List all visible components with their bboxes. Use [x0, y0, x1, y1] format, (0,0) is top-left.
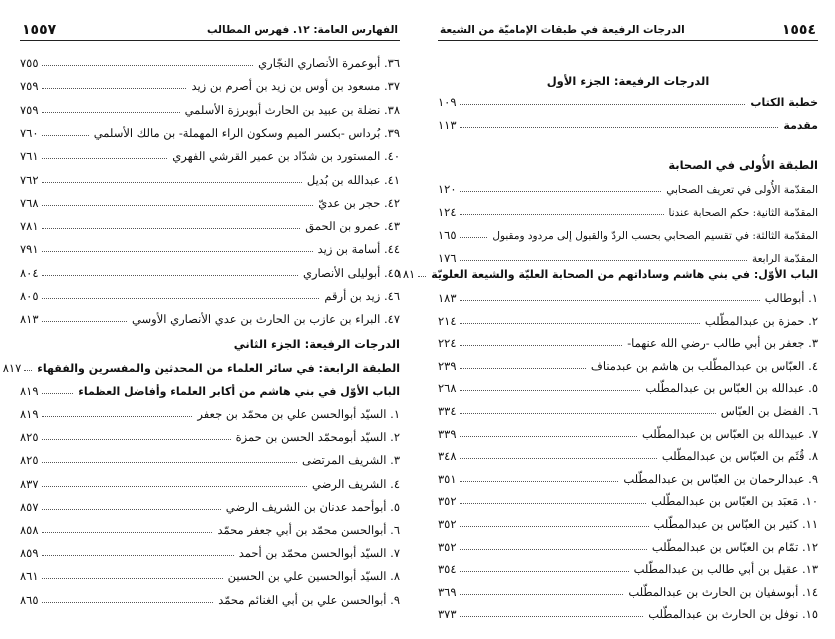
toc-entry-title: مقدمة	[783, 119, 818, 132]
toc-entry-page: ٨٥٩	[20, 546, 39, 561]
dot-leader	[42, 205, 314, 206]
toc-entry-title: ٤٠. المستورد بن شدّاد بن عمير القرشي الفهري	[172, 149, 400, 164]
toc-entry-page: ٨٥٨	[20, 523, 39, 537]
dot-leader	[42, 275, 298, 276]
toc-entry-title: ١٢. تمّام بن العبّاس بن عبدالمطّلب	[651, 539, 818, 554]
dot-leader	[42, 602, 214, 603]
toc-entry-page: ٨٦٥	[20, 592, 39, 607]
toc-entry-title: ٢. حمزة بن عبدالمطّلب	[704, 313, 818, 328]
toc-row	[20, 494, 400, 514]
toc-entry-page: ٢٦٨	[438, 381, 457, 396]
toc-row	[20, 424, 400, 444]
toc-entry-page: ٨١٣	[20, 312, 39, 327]
toc-entry-title: ٤. الشريف الرضي	[312, 476, 400, 491]
dot-leader	[460, 503, 647, 504]
left-running-title: الفهارس العامة: ١٢. فهرس المطالب	[206, 24, 398, 36]
toc-entry-title: ١١. كثير بن العبّاس بن عبدالمطّلب	[653, 517, 818, 531]
toc-row	[438, 443, 818, 463]
toc-entry-title: ٢. السيّد أبومحمّد الحسن بن حمزة	[235, 430, 400, 445]
toc-entry-page: ٨٠٤	[20, 265, 39, 280]
toc-entry-title: ١٤. أبوسفيان بن الحارث بن عبدالمطّلب	[628, 584, 818, 599]
toc-entry-page: ٨١٧	[2, 361, 22, 375]
dot-leader	[42, 439, 231, 440]
toc-row	[20, 447, 400, 467]
toc-row	[2, 355, 400, 375]
toc-entry-title: ٤٧. البراء بن عازب بن الحارث بن عدي الأنصاري الأوسي	[131, 312, 400, 327]
toc-entry-page: ٣٦٩	[438, 584, 457, 599]
dot-leader	[42, 251, 313, 252]
dot-leader	[460, 237, 488, 238]
toc-entry-page: ٨٢٥	[20, 453, 39, 468]
toc-entry-title: ٦. الفضل بن العبّاس	[720, 404, 818, 418]
toc-entry-page: ٢٢٤	[438, 336, 457, 351]
toc-entry-page: ٨٠٥	[20, 289, 39, 303]
toc-entry-page: ٢١٤	[438, 313, 457, 328]
part-heading-volume-2: الدرجات الرفيعة: الجزء الثاني	[233, 337, 400, 351]
toc-entry-title: ٥. عبدالله بن العبّاس بن عبدالمطّلب	[645, 381, 818, 396]
toc-entry-page: ٣٣٩	[438, 426, 457, 441]
toc-entry-title: ٣٧. مسعود بن أوس بن زيد بن أصرم بن زيد	[191, 79, 400, 94]
dot-leader	[42, 321, 127, 322]
toc-entry-page: ٣٥٤	[438, 562, 457, 577]
dot-leader	[42, 112, 180, 113]
dot-leader	[460, 549, 647, 550]
toc-entry-page: ٣٥٢	[438, 494, 457, 509]
dot-leader	[460, 436, 637, 437]
toc-row	[396, 261, 818, 281]
toc-entry-page: ٣٥٢	[438, 517, 457, 531]
toc-entry-page: ٨٦١	[20, 569, 39, 584]
toc-entry-page: ٨٣٧	[20, 476, 39, 491]
right-page	[396, 0, 818, 639]
toc-entry-page: ٨١٩	[20, 407, 39, 421]
toc-entry-page: ٣٣٤	[438, 404, 457, 418]
toc-row	[20, 306, 400, 326]
dot-leader	[460, 345, 623, 346]
toc-row	[438, 330, 818, 350]
toc-entry-title: ٩. عبدالرحمان بن العبّاس بن عبدالمطّلب	[623, 471, 818, 486]
toc-entry-page: ٨١٩	[20, 384, 39, 398]
toc-entry-title: المقدّمة الثانية: حكم الصحابة عندنا	[668, 207, 818, 219]
toc-entry-title: ١٣. عقيل بن أبي طالب بن عبدالمطّلب	[633, 562, 818, 577]
dot-leader	[42, 228, 301, 229]
toc-row	[438, 534, 818, 554]
toc-row	[20, 517, 400, 537]
dot-leader	[42, 486, 308, 487]
toc-row	[438, 466, 818, 486]
toc-row	[20, 587, 400, 607]
toc-row	[438, 579, 818, 599]
dot-leader	[460, 104, 746, 105]
right-page-number: ١٥٥٤	[781, 22, 816, 38]
section-heading-companions: الطبقة الأُولى في الصحابة	[668, 158, 818, 172]
part-heading-volume-1: الدرجات الرفيعة: الجزء الأول	[546, 74, 710, 88]
left-page-number: ١٥٥٧	[22, 22, 57, 38]
toc-entry-page: ١٦٥	[438, 228, 457, 242]
toc-entry-page: ٨٥٧	[20, 499, 39, 514]
dot-leader	[418, 276, 426, 277]
dot-leader	[42, 298, 320, 299]
toc-entry-title: ٤٣. عمرو بن الحمق	[305, 219, 400, 234]
dot-leader	[42, 182, 302, 183]
toc-entry-page: ٧٩١	[20, 242, 39, 257]
toc-entry-page: ١٧٦	[438, 251, 457, 265]
toc-row	[20, 167, 400, 187]
toc-entry-page: ٧٦٢	[20, 172, 39, 187]
dot-leader	[460, 214, 664, 215]
toc-row	[20, 213, 400, 233]
toc-row	[438, 112, 818, 132]
toc-entry-page: ٣٤٨	[438, 449, 457, 464]
toc-row	[438, 308, 818, 328]
toc-entry-page: ٧٦٠	[20, 125, 39, 140]
toc-entry-page: ٣٧٣	[438, 607, 457, 622]
dot-leader	[460, 481, 619, 482]
dot-leader	[460, 571, 629, 572]
toc-entry-title: ٣. جعفر بن أبي طالب -رضي الله عنهما-	[627, 336, 818, 351]
dot-leader	[24, 370, 32, 371]
dot-leader	[42, 158, 168, 159]
toc-entry-title: ٩. أبوالحسن علي بن أبي الغنائم محمّد	[218, 592, 400, 607]
right-running-head	[438, 22, 818, 41]
toc-entry-page: ٧٨١	[20, 219, 39, 234]
dot-leader	[460, 300, 760, 301]
toc-row	[20, 283, 400, 303]
dot-leader	[42, 532, 213, 533]
toc-row	[438, 375, 818, 395]
dot-leader	[460, 368, 586, 369]
toc-entry-page: ١١٣	[438, 118, 457, 132]
toc-entry-title: ١. السيّد أبوالحسن علي بن محمّد بن جعفر	[197, 407, 400, 421]
toc-row	[438, 421, 818, 441]
right-running-title: الدرجات الرفيعة في طبقات الإماميّة من الشيعة	[440, 24, 685, 36]
toc-row	[20, 120, 400, 140]
toc-entry-title: المقدّمة الأُولى في تعريف الصحابي	[666, 184, 818, 196]
toc-entry-page: ١٨٣	[438, 291, 457, 305]
toc-entry-title: ٣. الشريف المرتضى	[301, 453, 400, 468]
toc-entry-title: ٧. السيّد أبوالحسن محمّد بن أحمد	[238, 546, 400, 561]
toc-entry-page: ٧٦٨	[20, 195, 39, 210]
toc-entry-page: ٣٥٢	[438, 539, 457, 554]
dot-leader	[460, 191, 662, 192]
toc-row	[20, 563, 400, 583]
dot-leader	[42, 65, 254, 66]
toc-entry-title: المقدّمة الرابعة	[751, 253, 818, 265]
toc-row	[438, 89, 818, 109]
toc-entry-page: ١٢٤	[438, 205, 457, 219]
toc-entry-title: ٥. أبوأحمد عدنان بن الشريف الرضي	[225, 499, 400, 514]
toc-row	[20, 471, 400, 491]
toc-row	[20, 190, 400, 210]
toc-row	[20, 260, 400, 280]
toc-row	[438, 199, 818, 219]
toc-entry-title: ٣٦. أبوعمرة الأنصاري النجّاري	[258, 56, 400, 70]
toc-entry-page: ٨٢٥	[20, 430, 39, 445]
toc-entry-title: الطبقة الرابعة: في سائر العلماء من المحدثين والمفسرين والفقهاء	[37, 362, 400, 375]
toc-row	[438, 556, 818, 576]
toc-entry-title: ٤٥. أبوليلى الأنصاري	[302, 265, 400, 280]
toc-row	[438, 353, 818, 373]
dot-leader	[460, 616, 644, 617]
toc-entry-page: ١٢٠	[438, 182, 457, 196]
toc-entry-title: ٤١. عبدالله بن بُديل	[306, 172, 400, 187]
toc-row	[438, 222, 818, 242]
dot-leader	[460, 458, 657, 459]
toc-entry-title: ٣٩. بُرداس -بكسر الميم وسكون الراء المهملة- بن مالك الأسلمي	[93, 125, 400, 140]
toc-entry-title: ١٥. نوفل بن الحارث بن عبدالمطّلب	[648, 607, 818, 622]
toc-entry-title: ٣٨. نضلة بن عبيد بن الحارث أبوبرزة الأسلمي	[184, 102, 400, 117]
toc-entry-title: ٧. عبيدالله بن العبّاس بن عبدالمطّلب	[641, 426, 818, 441]
toc-row	[20, 236, 400, 256]
toc-entry-page: ٣٥١	[438, 471, 457, 486]
toc-entry-title: ١٠. مَعبَد بن العبّاس بن عبدالمطّلب	[651, 494, 818, 509]
toc-entry-title: ٤٦. زيد بن أرقم	[324, 289, 400, 303]
toc-entry-title: ٤. العبّاس بن عبدالمطّلب بن هاشم بن عبدمناف	[590, 358, 818, 373]
toc-row	[20, 50, 400, 70]
dot-leader	[460, 413, 716, 414]
dot-leader	[42, 135, 89, 136]
toc-entry-title: ٦. أبوالحسن محمّد بن أبي جعفر محمّد	[217, 523, 400, 537]
dot-leader	[460, 526, 649, 527]
toc-row	[20, 143, 400, 163]
toc-row	[20, 401, 400, 421]
toc-row	[438, 488, 818, 508]
dot-leader	[42, 393, 74, 394]
toc-entry-page: ٧٥٩	[20, 102, 39, 117]
toc-entry-title: ١. أبوطالب	[764, 291, 818, 305]
dot-leader	[460, 594, 624, 595]
left-page	[2, 0, 400, 639]
dot-leader	[42, 416, 193, 417]
toc-entry-title: ٨. السيّد أبوالحسين علي بن الحسين	[227, 569, 400, 584]
toc-row	[20, 378, 400, 398]
dot-leader	[42, 88, 187, 89]
toc-entry-title: ٤٤. أسامة بن زيد	[317, 242, 400, 257]
dot-leader	[460, 390, 641, 391]
toc-row	[438, 398, 818, 418]
dot-leader	[460, 127, 779, 128]
dot-leader	[42, 462, 297, 463]
dot-leader	[42, 509, 221, 510]
toc-row	[438, 601, 818, 621]
dot-leader	[460, 323, 700, 324]
toc-row	[438, 285, 818, 305]
left-running-head	[20, 22, 400, 41]
toc-entry-page: ٧٥٥	[20, 56, 39, 70]
toc-row	[438, 176, 818, 196]
toc-entry-title: ٤٢. حجر بن عديّ	[318, 195, 400, 210]
toc-entry-page: ١٠٩	[438, 95, 457, 109]
toc-row	[438, 511, 818, 531]
toc-row	[20, 97, 400, 117]
toc-entry-title: الباب الأوّل: في بني هاشم وساداتهم من الصحابة العليّة والشيعة العلويّة	[431, 268, 818, 281]
toc-entry-page: ١٨١	[396, 267, 416, 281]
toc-entry-title: الباب الأوّل في بني هاشم من أكابر العلماء وأفاضل العظماء	[78, 385, 400, 398]
toc-row	[20, 73, 400, 93]
dot-leader	[42, 555, 234, 556]
toc-entry-title: المقدّمة الثالثة: في تقسيم الصحابي بحسب الردّ والقبول إلى مردود ومقبول	[492, 230, 818, 242]
toc-entry-page: ٢٣٩	[438, 358, 457, 373]
dot-leader	[42, 578, 223, 579]
toc-entry-title: ٨. قُثَم بن العبّاس بن عبدالمطّلب	[661, 449, 818, 464]
toc-entry-page: ٧٥٩	[20, 79, 39, 94]
toc-entry-title: خطبة الكتاب	[750, 96, 818, 109]
toc-entry-page: ٧٦١	[20, 149, 39, 164]
toc-row	[20, 540, 400, 560]
